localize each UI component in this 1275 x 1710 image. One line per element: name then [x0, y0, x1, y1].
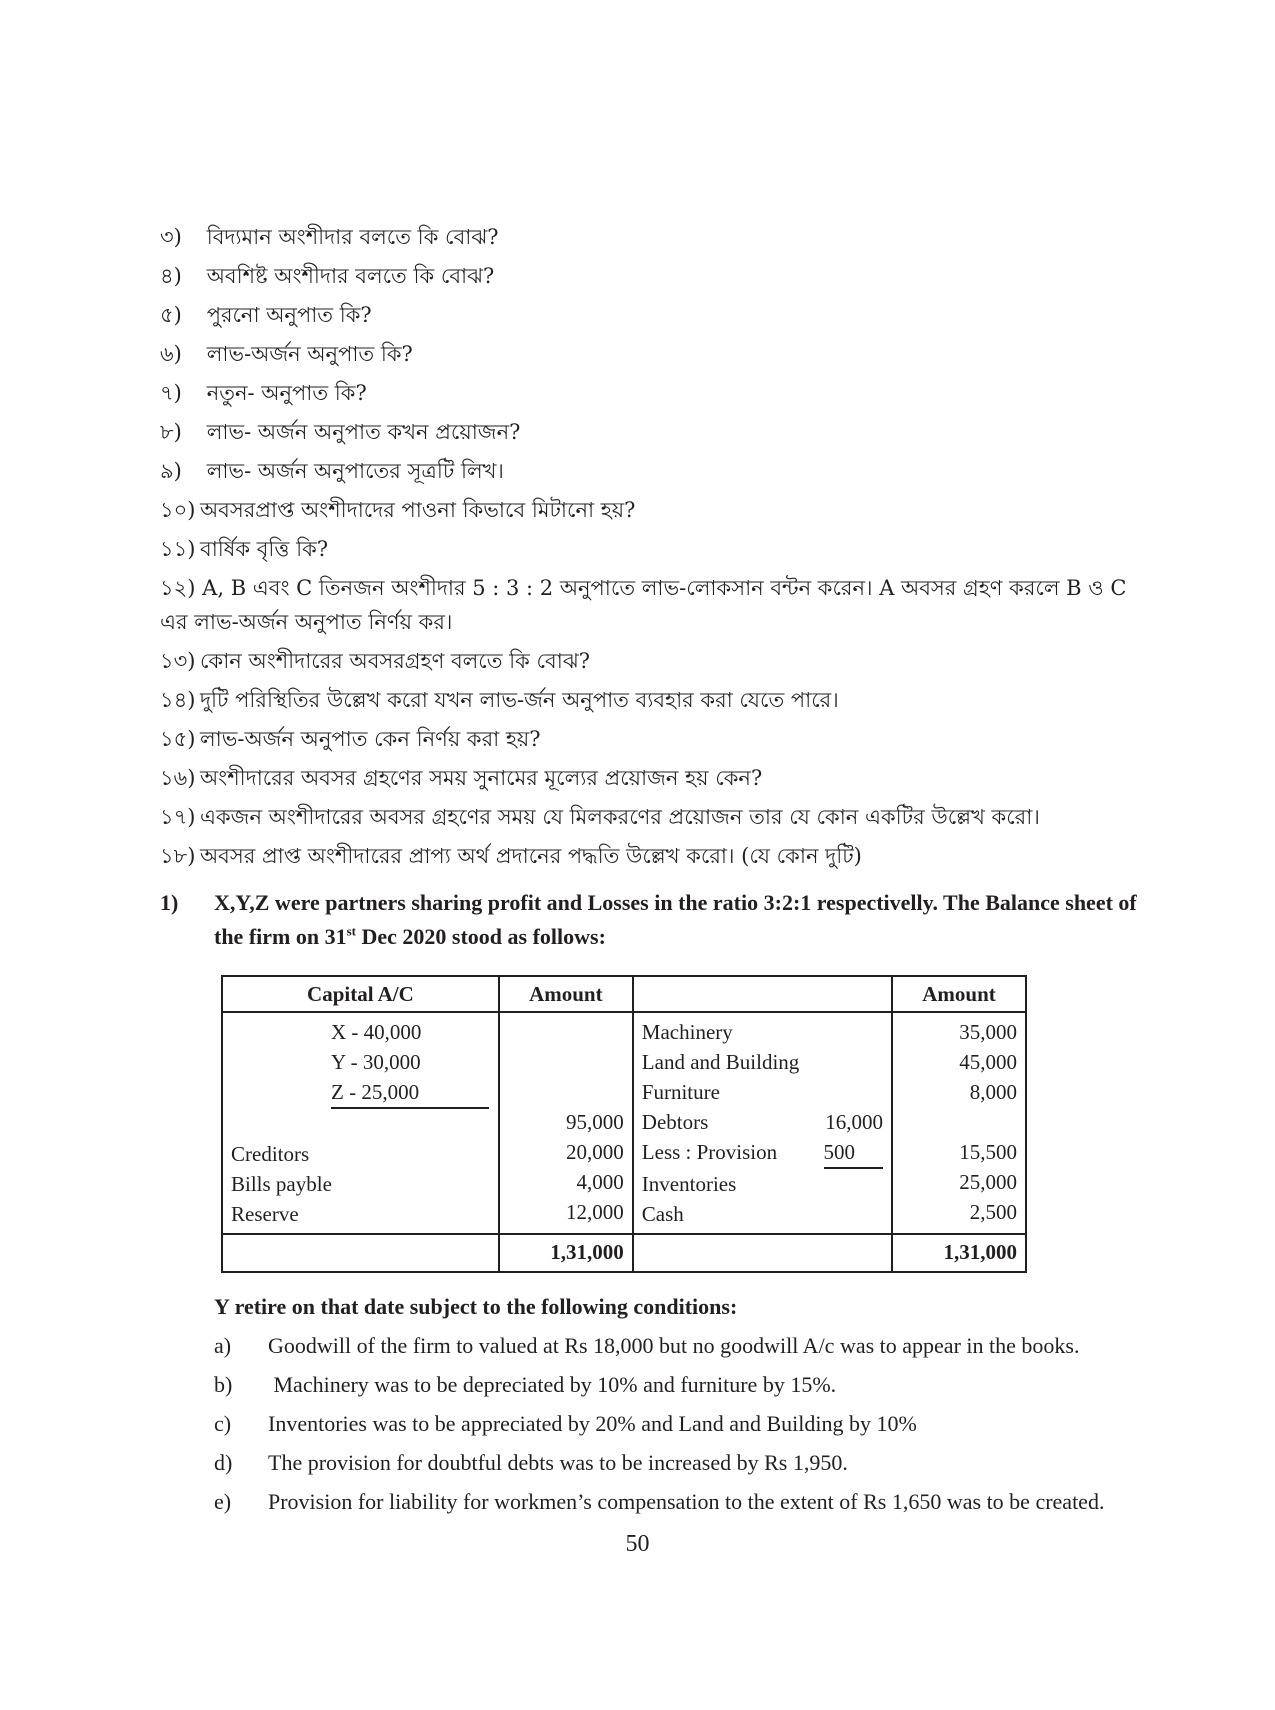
question-text: বার্ষিক বৃত্তি কি? — [200, 537, 329, 561]
question-item — [160, 257, 1160, 296]
condition-text: Provision for liability for workmen’s compensation to the extent of Rs 1,650 was to be created. — [268, 1489, 1105, 1514]
condition-text: Goodwill of the firm to valued at Rs 18,000 but no goodwill A/c was to appear in the books. — [268, 1333, 1080, 1358]
total-row — [222, 1234, 1026, 1272]
header-assets — [633, 976, 892, 1012]
question-number: ১৪) — [160, 688, 196, 712]
question-number: ৪) — [160, 264, 182, 288]
question-item — [160, 296, 1160, 335]
liability-label: Reserve — [231, 1202, 299, 1226]
debtors-gross: 16,000 — [825, 1110, 884, 1134]
table-header-row — [222, 976, 1026, 1012]
asset-label: Land and Building — [641, 1050, 800, 1074]
question-number: ৬) — [160, 342, 182, 366]
question-number: ১৩) — [160, 649, 196, 673]
page-number: 50 — [625, 1531, 650, 1557]
question-number: ১৬) — [160, 766, 196, 790]
question-number: ৮) — [160, 420, 182, 444]
condition-text: Inventories was to be appreciated by 20% and Land and Building by 10% — [268, 1411, 917, 1436]
question-text: লাভ-অর্জন অনুপাত কেন নির্ণয় করা হয়? — [200, 727, 541, 751]
debtors-row — [642, 1107, 883, 1137]
question-item — [160, 642, 1160, 681]
capital-x: X - 40,000 — [331, 1020, 422, 1044]
problem-statement — [160, 886, 1160, 954]
question-item — [160, 335, 1160, 374]
question-text: অবসর প্রাপ্ত অংশীদারের প্রাপ্য অর্থ প্রদানের পদ্ধতি উল্লেখ করো। (যে কোন দুটি) — [200, 844, 862, 868]
provision-label: Less : Provision — [641, 1140, 778, 1164]
question-item — [160, 413, 1160, 452]
problem-number: 1) — [160, 890, 179, 915]
debtors-net: 15,500 — [959, 1140, 1017, 1164]
capital-y: Y - 30,000 — [331, 1050, 421, 1074]
question-text: কোন অংশীদারের অবসরগ্রহণ বলতে কি বোঝ? — [200, 649, 590, 673]
liability-amount: 20,000 — [566, 1140, 624, 1164]
asset-label: Cash — [641, 1202, 684, 1226]
problem-text-part: X,Y,Z were partners sharing profit and Losses in the ratio 3:2:1 respectivelly. The Balance sheet of the firm on 31 — [214, 890, 1137, 949]
table-body-row — [222, 1012, 1026, 1234]
question-item — [160, 681, 1160, 720]
conditions-list — [214, 1326, 1174, 1521]
question-text: লাভ- অর্জন অনুপাতের সূত্রটি লিখ। — [206, 459, 504, 483]
question-item — [160, 798, 1160, 837]
condition-letter: b) — [214, 1372, 233, 1397]
condition-letter: d) — [214, 1450, 233, 1475]
question-number: ১২) — [160, 576, 196, 600]
capital-z: Z - 25,000 — [331, 1080, 420, 1104]
question-text: অবসরপ্রাপ্ত অংশীদাদের পাওনা কিভাবে মিটানো হয়? — [200, 498, 636, 522]
asset-amount: 8,000 — [969, 1080, 1017, 1104]
question-text: লাভ-অর্জন অনুপাত কি? — [206, 342, 413, 366]
condition-letter: a) — [214, 1333, 232, 1358]
question-item — [160, 759, 1160, 798]
capital-total: 95,000 — [566, 1110, 624, 1134]
asset-label: Furniture — [641, 1080, 720, 1104]
asset-amount: 25,000 — [959, 1170, 1017, 1194]
question-item — [160, 837, 1160, 876]
question-number: ৯) — [160, 459, 182, 483]
condition-item — [214, 1482, 1174, 1521]
header-amount-right: Amount — [892, 976, 1026, 1012]
asset-label: Machinery — [641, 1020, 733, 1044]
condition-item — [214, 1443, 1174, 1482]
liabilities-amount-cell — [499, 1012, 633, 1234]
condition-item — [214, 1365, 1174, 1404]
header-capital: Capital A/C — [222, 976, 499, 1012]
question-number: ৩) — [160, 225, 182, 249]
question-item — [160, 720, 1160, 759]
question-number: ৫) — [160, 303, 182, 327]
question-text: লাভ- অর্জন অনুপাত কখন প্রয়োজন? — [206, 420, 521, 444]
condition-letter: e) — [214, 1489, 232, 1514]
question-text: দুটি পরিস্থিতির উল্লেখ করো যখন লাভ-র্জন অনুপাত ব্যবহার করা যেতে পারে। — [200, 688, 839, 712]
asset-label: Inventories — [641, 1172, 737, 1196]
header-amount-left: Amount — [499, 976, 633, 1012]
debtors-label: Debtors — [641, 1110, 709, 1134]
question-number: ১৫) — [160, 727, 196, 751]
total-right: 1,31,000 — [892, 1234, 1026, 1272]
liabilities-cell — [222, 1012, 499, 1234]
question-number: ১১) — [160, 537, 196, 561]
liability-label: Bills payble — [231, 1172, 332, 1196]
question-text: A, B এবং C তিনজন অংশীদার 5 : 3 : 2 অনুপাতে লাভ-লোকসান বন্টন করেন। A অবসর গ্রহণ করলে B ও C এর লাভ-অর্জন অনুপাত নির্ণয় কর। — [160, 576, 1127, 634]
assets-amount-cell — [892, 1012, 1026, 1234]
provision-amount: 500 — [824, 1137, 884, 1169]
liability-label: Creditors — [231, 1142, 310, 1166]
condition-item — [214, 1326, 1174, 1365]
question-item — [160, 374, 1160, 413]
conditions-heading: Y retire on that date subject to the following conditions: — [214, 1294, 738, 1319]
question-number: ৭) — [160, 381, 182, 405]
liability-amount: 4,000 — [576, 1170, 624, 1194]
question-text: পুরনো অনুপাত কি? — [206, 303, 372, 327]
liability-amount: 12,000 — [566, 1200, 624, 1224]
question-item — [160, 571, 1160, 639]
question-item — [160, 530, 1160, 569]
problem-text-part: Dec 2020 stood as follows: — [355, 924, 606, 949]
condition-text: The provision for doubtful debts was to be increased by Rs 1,950. — [268, 1450, 848, 1475]
question-number: ১৮) — [160, 844, 196, 868]
question-text: অংশীদারের অবসর গ্রহণের সময় সুনামের মূল্যের প্রয়োজন হয় কেন? — [200, 766, 763, 790]
question-text: অবশিষ্ট অংশীদার বলতে কি বোঝ? — [206, 264, 495, 288]
question-item — [160, 218, 1160, 257]
question-text: একজন অংশীদারের অবসর গ্রহণের সময় যে মিলকরণের প্রয়োজন তার যে কোন একটির উল্লেখ করো। — [200, 805, 1040, 829]
total-left: 1,31,000 — [499, 1234, 633, 1272]
question-list — [160, 218, 1160, 876]
condition-item — [214, 1404, 1174, 1443]
condition-letter: c) — [214, 1411, 232, 1436]
asset-amount: 35,000 — [959, 1020, 1017, 1044]
asset-amount: 45,000 — [959, 1050, 1017, 1074]
condition-text: Machinery was to be depreciated by 10% and furniture by 15%. — [268, 1372, 837, 1397]
question-number: ১৭) — [160, 805, 196, 829]
question-text: বিদ্যমান অংশীদার বলতে কি বোঝ? — [206, 225, 499, 249]
problem-text — [214, 886, 1160, 954]
question-text: নতুন- অনুপাত কি? — [206, 381, 367, 405]
date-superscript: st — [346, 923, 356, 939]
assets-cell — [633, 1012, 892, 1234]
question-item — [160, 452, 1160, 491]
balance-sheet-table — [221, 975, 1027, 1273]
asset-amount: 2,500 — [969, 1200, 1017, 1224]
question-number: ১০) — [160, 498, 196, 522]
question-item — [160, 491, 1160, 530]
provision-row — [642, 1137, 883, 1169]
